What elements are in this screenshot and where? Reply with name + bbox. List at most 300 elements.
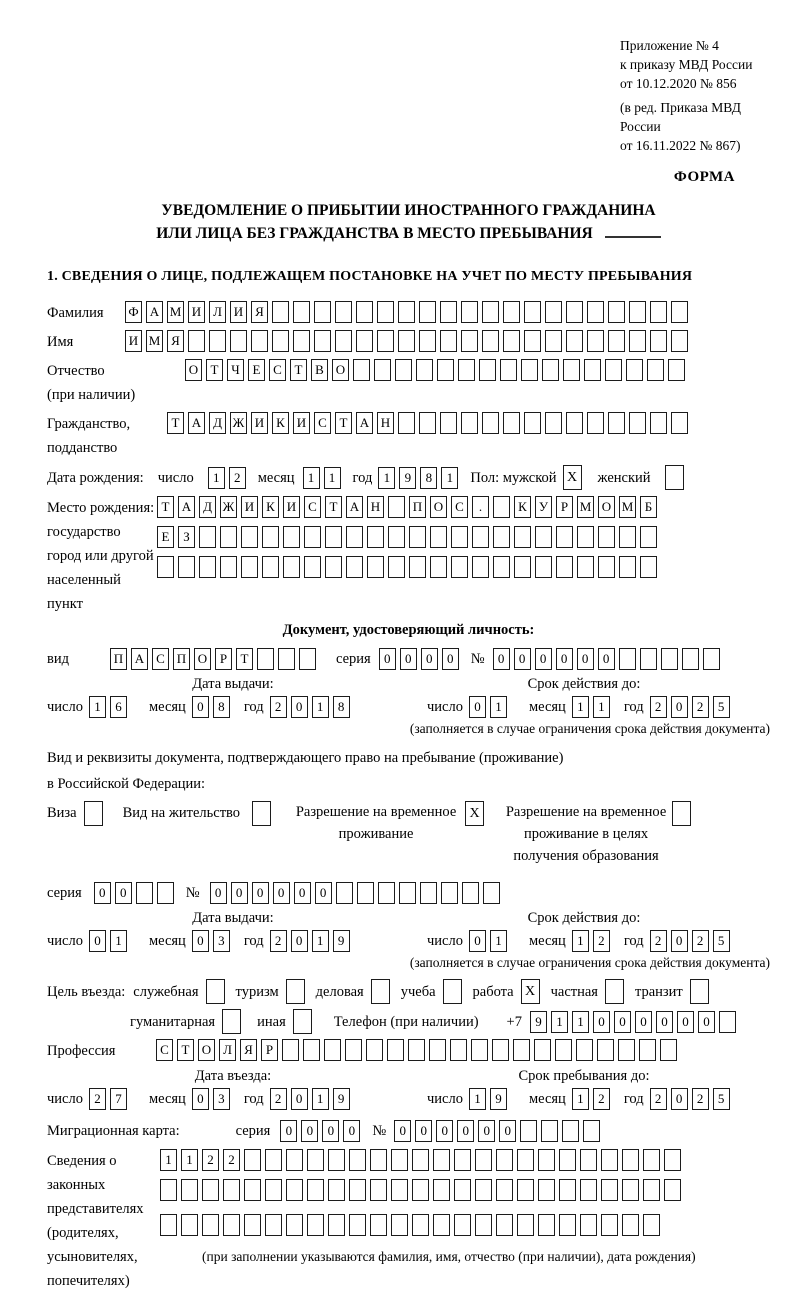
char-cell[interactable] bbox=[244, 1214, 261, 1236]
char-cell[interactable] bbox=[454, 1179, 471, 1201]
char-cell[interactable]: 1 bbox=[490, 696, 507, 718]
char-cell[interactable] bbox=[587, 330, 604, 352]
char-cell[interactable] bbox=[660, 1039, 677, 1061]
char-cell[interactable] bbox=[223, 1179, 240, 1201]
char-cell[interactable]: 0 bbox=[635, 1011, 652, 1033]
char-cell[interactable] bbox=[556, 556, 573, 578]
char-cell[interactable]: Л bbox=[219, 1039, 236, 1061]
char-cell[interactable]: О bbox=[332, 359, 349, 381]
purpose-official-checkbox[interactable] bbox=[206, 979, 225, 1004]
char-cell[interactable] bbox=[661, 648, 678, 670]
char-cell[interactable]: Е bbox=[157, 526, 174, 548]
char-cell[interactable]: Р bbox=[261, 1039, 278, 1061]
char-cell[interactable]: М bbox=[577, 496, 594, 518]
char-cell[interactable] bbox=[346, 526, 363, 548]
char-cell[interactable] bbox=[409, 556, 426, 578]
char-cell[interactable]: Е bbox=[248, 359, 265, 381]
char-cell[interactable] bbox=[517, 1214, 534, 1236]
char-cell[interactable]: Р bbox=[215, 648, 232, 670]
char-cell[interactable] bbox=[304, 526, 321, 548]
char-cell[interactable]: Н bbox=[377, 412, 394, 434]
char-cell[interactable] bbox=[566, 301, 583, 323]
char-cell[interactable] bbox=[643, 1179, 660, 1201]
char-cell[interactable] bbox=[367, 526, 384, 548]
char-cell[interactable]: 0 bbox=[210, 882, 227, 904]
char-cell[interactable] bbox=[398, 301, 415, 323]
char-cell[interactable] bbox=[265, 1179, 282, 1201]
char-cell[interactable] bbox=[157, 882, 174, 904]
char-cell[interactable] bbox=[160, 1179, 177, 1201]
char-cell[interactable] bbox=[647, 359, 664, 381]
char-cell[interactable]: 0 bbox=[291, 1088, 308, 1110]
char-cell[interactable] bbox=[286, 1179, 303, 1201]
char-cell[interactable] bbox=[601, 1149, 618, 1171]
char-cell[interactable] bbox=[535, 556, 552, 578]
char-cell[interactable] bbox=[181, 1179, 198, 1201]
char-cell[interactable] bbox=[419, 301, 436, 323]
char-cell[interactable] bbox=[293, 301, 310, 323]
char-cell[interactable] bbox=[387, 1039, 404, 1061]
char-cell[interactable] bbox=[619, 648, 636, 670]
char-cell[interactable] bbox=[629, 330, 646, 352]
char-cell[interactable]: П bbox=[173, 648, 190, 670]
char-cell[interactable] bbox=[430, 556, 447, 578]
char-cell[interactable] bbox=[471, 1039, 488, 1061]
char-cell[interactable] bbox=[671, 330, 688, 352]
char-cell[interactable]: И bbox=[293, 412, 310, 434]
char-cell[interactable]: 0 bbox=[294, 882, 311, 904]
char-cell[interactable]: Ж bbox=[220, 496, 237, 518]
char-cell[interactable]: 3 bbox=[213, 930, 230, 952]
temp-residence-checkbox[interactable]: X bbox=[465, 801, 484, 826]
char-cell[interactable]: 1 bbox=[160, 1149, 177, 1171]
char-cell[interactable] bbox=[719, 1011, 736, 1033]
char-cell[interactable]: 0 bbox=[677, 1011, 694, 1033]
char-cell[interactable]: 0 bbox=[291, 696, 308, 718]
char-cell[interactable] bbox=[668, 359, 685, 381]
char-cell[interactable] bbox=[545, 412, 562, 434]
char-cell[interactable] bbox=[650, 301, 667, 323]
char-cell[interactable] bbox=[619, 556, 636, 578]
char-cell[interactable]: 0 bbox=[469, 930, 486, 952]
char-cell[interactable]: 2 bbox=[692, 1088, 709, 1110]
char-cell[interactable]: 2 bbox=[593, 930, 610, 952]
char-cell[interactable] bbox=[450, 1039, 467, 1061]
char-cell[interactable]: 2 bbox=[650, 930, 667, 952]
char-cell[interactable]: 2 bbox=[650, 696, 667, 718]
char-cell[interactable]: 6 bbox=[110, 696, 127, 718]
char-cell[interactable] bbox=[451, 556, 468, 578]
char-cell[interactable] bbox=[618, 1039, 635, 1061]
char-cell[interactable] bbox=[262, 556, 279, 578]
char-cell[interactable]: 0 bbox=[442, 648, 459, 670]
purpose-other-checkbox[interactable] bbox=[293, 1009, 312, 1034]
female-checkbox[interactable] bbox=[665, 465, 684, 490]
char-cell[interactable]: Т bbox=[325, 496, 342, 518]
char-cell[interactable] bbox=[314, 301, 331, 323]
char-cell[interactable]: И bbox=[283, 496, 300, 518]
char-cell[interactable]: 0 bbox=[192, 930, 209, 952]
char-cell[interactable] bbox=[703, 648, 720, 670]
residence-permit-checkbox[interactable] bbox=[252, 801, 271, 826]
char-cell[interactable] bbox=[566, 330, 583, 352]
char-cell[interactable]: 0 bbox=[421, 648, 438, 670]
char-cell[interactable] bbox=[622, 1214, 639, 1236]
char-cell[interactable] bbox=[398, 330, 415, 352]
char-cell[interactable]: П bbox=[110, 648, 127, 670]
char-cell[interactable] bbox=[513, 1039, 530, 1061]
purpose-tourism-checkbox[interactable] bbox=[286, 979, 305, 1004]
char-cell[interactable] bbox=[472, 556, 489, 578]
char-cell[interactable]: 1 bbox=[312, 1088, 329, 1110]
char-cell[interactable] bbox=[304, 556, 321, 578]
char-cell[interactable]: 9 bbox=[333, 1088, 350, 1110]
char-cell[interactable] bbox=[451, 526, 468, 548]
char-cell[interactable]: 2 bbox=[202, 1149, 219, 1171]
char-cell[interactable]: Н bbox=[367, 496, 384, 518]
char-cell[interactable]: 0 bbox=[478, 1120, 495, 1142]
char-cell[interactable] bbox=[336, 882, 353, 904]
char-cell[interactable]: А bbox=[178, 496, 195, 518]
char-cell[interactable] bbox=[262, 526, 279, 548]
char-cell[interactable] bbox=[209, 330, 226, 352]
char-cell[interactable]: О bbox=[598, 496, 615, 518]
char-cell[interactable]: И bbox=[241, 496, 258, 518]
char-cell[interactable]: 0 bbox=[415, 1120, 432, 1142]
char-cell[interactable]: Б bbox=[640, 496, 657, 518]
char-cell[interactable]: 3 bbox=[213, 1088, 230, 1110]
char-cell[interactable] bbox=[639, 1039, 656, 1061]
char-cell[interactable] bbox=[286, 1214, 303, 1236]
char-cell[interactable]: 0 bbox=[192, 696, 209, 718]
char-cell[interactable] bbox=[307, 1179, 324, 1201]
char-cell[interactable]: 1 bbox=[572, 696, 589, 718]
char-cell[interactable] bbox=[577, 526, 594, 548]
char-cell[interactable]: Я bbox=[251, 301, 268, 323]
char-cell[interactable]: М bbox=[167, 301, 184, 323]
char-cell[interactable] bbox=[598, 526, 615, 548]
char-cell[interactable] bbox=[419, 412, 436, 434]
char-cell[interactable]: 0 bbox=[379, 648, 396, 670]
char-cell[interactable] bbox=[324, 1039, 341, 1061]
char-cell[interactable] bbox=[299, 648, 316, 670]
char-cell[interactable] bbox=[433, 1149, 450, 1171]
char-cell[interactable] bbox=[671, 412, 688, 434]
char-cell[interactable] bbox=[353, 359, 370, 381]
char-cell[interactable]: С bbox=[304, 496, 321, 518]
char-cell[interactable] bbox=[682, 648, 699, 670]
char-cell[interactable] bbox=[556, 526, 573, 548]
char-cell[interactable] bbox=[643, 1214, 660, 1236]
char-cell[interactable] bbox=[391, 1214, 408, 1236]
char-cell[interactable]: 0 bbox=[671, 696, 688, 718]
char-cell[interactable] bbox=[577, 556, 594, 578]
char-cell[interactable]: 0 bbox=[671, 1088, 688, 1110]
char-cell[interactable]: 0 bbox=[291, 930, 308, 952]
purpose-transit-checkbox[interactable] bbox=[690, 979, 709, 1004]
char-cell[interactable]: К bbox=[262, 496, 279, 518]
char-cell[interactable] bbox=[479, 359, 496, 381]
char-cell[interactable] bbox=[395, 359, 412, 381]
char-cell[interactable]: 7 bbox=[110, 1088, 127, 1110]
char-cell[interactable]: С bbox=[314, 412, 331, 434]
char-cell[interactable]: П bbox=[409, 496, 426, 518]
char-cell[interactable] bbox=[664, 1149, 681, 1171]
char-cell[interactable]: И bbox=[251, 412, 268, 434]
char-cell[interactable] bbox=[640, 526, 657, 548]
char-cell[interactable] bbox=[335, 330, 352, 352]
char-cell[interactable] bbox=[370, 1149, 387, 1171]
char-cell[interactable]: 1 bbox=[312, 930, 329, 952]
char-cell[interactable]: 5 bbox=[713, 1088, 730, 1110]
char-cell[interactable]: В bbox=[311, 359, 328, 381]
char-cell[interactable]: 1 bbox=[303, 467, 320, 489]
char-cell[interactable] bbox=[241, 556, 258, 578]
char-cell[interactable] bbox=[272, 330, 289, 352]
char-cell[interactable]: 0 bbox=[514, 648, 531, 670]
char-cell[interactable]: 1 bbox=[572, 930, 589, 952]
char-cell[interactable]: 1 bbox=[208, 467, 225, 489]
char-cell[interactable] bbox=[220, 526, 237, 548]
char-cell[interactable]: З bbox=[178, 526, 195, 548]
char-cell[interactable] bbox=[598, 556, 615, 578]
char-cell[interactable] bbox=[433, 1214, 450, 1236]
char-cell[interactable]: 0 bbox=[656, 1011, 673, 1033]
char-cell[interactable] bbox=[374, 359, 391, 381]
char-cell[interactable] bbox=[356, 301, 373, 323]
char-cell[interactable] bbox=[482, 301, 499, 323]
char-cell[interactable] bbox=[555, 1039, 572, 1061]
char-cell[interactable]: А bbox=[346, 496, 363, 518]
char-cell[interactable] bbox=[346, 556, 363, 578]
char-cell[interactable]: 1 bbox=[89, 696, 106, 718]
char-cell[interactable] bbox=[366, 1039, 383, 1061]
char-cell[interactable] bbox=[587, 301, 604, 323]
char-cell[interactable] bbox=[440, 330, 457, 352]
char-cell[interactable]: Ф bbox=[125, 301, 142, 323]
char-cell[interactable] bbox=[429, 1039, 446, 1061]
char-cell[interactable]: Т bbox=[290, 359, 307, 381]
char-cell[interactable]: 0 bbox=[273, 882, 290, 904]
char-cell[interactable] bbox=[433, 1179, 450, 1201]
char-cell[interactable]: 1 bbox=[593, 696, 610, 718]
char-cell[interactable]: Я bbox=[240, 1039, 257, 1061]
char-cell[interactable] bbox=[328, 1214, 345, 1236]
char-cell[interactable]: Ж bbox=[230, 412, 247, 434]
purpose-business-checkbox[interactable] bbox=[371, 979, 390, 1004]
char-cell[interactable]: 9 bbox=[399, 467, 416, 489]
char-cell[interactable] bbox=[538, 1179, 555, 1201]
char-cell[interactable] bbox=[391, 1179, 408, 1201]
char-cell[interactable] bbox=[587, 412, 604, 434]
char-cell[interactable]: С bbox=[451, 496, 468, 518]
char-cell[interactable] bbox=[514, 556, 531, 578]
char-cell[interactable] bbox=[521, 359, 538, 381]
char-cell[interactable] bbox=[314, 330, 331, 352]
char-cell[interactable]: 0 bbox=[493, 648, 510, 670]
char-cell[interactable] bbox=[349, 1179, 366, 1201]
char-cell[interactable] bbox=[503, 301, 520, 323]
char-cell[interactable]: 0 bbox=[394, 1120, 411, 1142]
char-cell[interactable]: К bbox=[514, 496, 531, 518]
char-cell[interactable] bbox=[345, 1039, 362, 1061]
char-cell[interactable]: 2 bbox=[223, 1149, 240, 1171]
char-cell[interactable]: Т bbox=[157, 496, 174, 518]
char-cell[interactable] bbox=[535, 526, 552, 548]
char-cell[interactable] bbox=[542, 359, 559, 381]
char-cell[interactable]: 0 bbox=[598, 648, 615, 670]
char-cell[interactable] bbox=[545, 330, 562, 352]
char-cell[interactable] bbox=[307, 1149, 324, 1171]
char-cell[interactable]: Д bbox=[199, 496, 216, 518]
char-cell[interactable]: И bbox=[188, 301, 205, 323]
char-cell[interactable] bbox=[325, 526, 342, 548]
char-cell[interactable] bbox=[503, 412, 520, 434]
char-cell[interactable] bbox=[559, 1149, 576, 1171]
char-cell[interactable] bbox=[412, 1179, 429, 1201]
char-cell[interactable]: 0 bbox=[436, 1120, 453, 1142]
char-cell[interactable]: 2 bbox=[692, 696, 709, 718]
char-cell[interactable] bbox=[412, 1214, 429, 1236]
char-cell[interactable] bbox=[608, 301, 625, 323]
char-cell[interactable]: Л bbox=[209, 301, 226, 323]
char-cell[interactable]: Я bbox=[167, 330, 184, 352]
char-cell[interactable]: И bbox=[230, 301, 247, 323]
char-cell[interactable]: 0 bbox=[94, 882, 111, 904]
temp-residence-education-checkbox[interactable] bbox=[672, 801, 691, 826]
char-cell[interactable] bbox=[251, 330, 268, 352]
char-cell[interactable]: А bbox=[188, 412, 205, 434]
char-cell[interactable] bbox=[605, 359, 622, 381]
char-cell[interactable]: 2 bbox=[650, 1088, 667, 1110]
char-cell[interactable]: 0 bbox=[192, 1088, 209, 1110]
char-cell[interactable]: 0 bbox=[231, 882, 248, 904]
char-cell[interactable] bbox=[188, 330, 205, 352]
char-cell[interactable] bbox=[650, 412, 667, 434]
char-cell[interactable] bbox=[472, 526, 489, 548]
char-cell[interactable]: 9 bbox=[490, 1088, 507, 1110]
char-cell[interactable]: 0 bbox=[499, 1120, 516, 1142]
char-cell[interactable]: 0 bbox=[252, 882, 269, 904]
char-cell[interactable] bbox=[626, 359, 643, 381]
char-cell[interactable] bbox=[545, 301, 562, 323]
char-cell[interactable] bbox=[517, 1179, 534, 1201]
char-cell[interactable] bbox=[220, 556, 237, 578]
char-cell[interactable] bbox=[517, 1149, 534, 1171]
char-cell[interactable] bbox=[223, 1214, 240, 1236]
char-cell[interactable]: С bbox=[152, 648, 169, 670]
char-cell[interactable] bbox=[136, 882, 153, 904]
char-cell[interactable] bbox=[629, 301, 646, 323]
char-cell[interactable] bbox=[388, 496, 405, 518]
char-cell[interactable] bbox=[643, 1149, 660, 1171]
purpose-study-checkbox[interactable] bbox=[443, 979, 462, 1004]
char-cell[interactable]: О bbox=[194, 648, 211, 670]
char-cell[interactable] bbox=[377, 330, 394, 352]
char-cell[interactable] bbox=[608, 330, 625, 352]
char-cell[interactable] bbox=[440, 301, 457, 323]
char-cell[interactable] bbox=[576, 1039, 593, 1061]
char-cell[interactable]: . bbox=[472, 496, 489, 518]
char-cell[interactable] bbox=[601, 1214, 618, 1236]
char-cell[interactable] bbox=[440, 412, 457, 434]
char-cell[interactable] bbox=[483, 882, 500, 904]
char-cell[interactable] bbox=[566, 412, 583, 434]
char-cell[interactable] bbox=[399, 882, 416, 904]
char-cell[interactable] bbox=[640, 648, 657, 670]
char-cell[interactable]: 0 bbox=[593, 1011, 610, 1033]
char-cell[interactable]: 2 bbox=[229, 467, 246, 489]
char-cell[interactable] bbox=[230, 330, 247, 352]
char-cell[interactable] bbox=[335, 301, 352, 323]
char-cell[interactable] bbox=[482, 330, 499, 352]
char-cell[interactable]: 2 bbox=[270, 1088, 287, 1110]
char-cell[interactable] bbox=[671, 301, 688, 323]
char-cell[interactable] bbox=[496, 1179, 513, 1201]
char-cell[interactable] bbox=[583, 1120, 600, 1142]
char-cell[interactable] bbox=[160, 1214, 177, 1236]
char-cell[interactable] bbox=[597, 1039, 614, 1061]
char-cell[interactable]: О bbox=[198, 1039, 215, 1061]
char-cell[interactable] bbox=[370, 1179, 387, 1201]
char-cell[interactable]: 2 bbox=[270, 696, 287, 718]
char-cell[interactable] bbox=[475, 1149, 492, 1171]
char-cell[interactable] bbox=[493, 526, 510, 548]
char-cell[interactable] bbox=[475, 1179, 492, 1201]
char-cell[interactable] bbox=[493, 496, 510, 518]
char-cell[interactable] bbox=[482, 412, 499, 434]
char-cell[interactable]: Р bbox=[556, 496, 573, 518]
char-cell[interactable]: Т bbox=[206, 359, 223, 381]
char-cell[interactable]: Т bbox=[236, 648, 253, 670]
char-cell[interactable] bbox=[524, 330, 541, 352]
char-cell[interactable]: А bbox=[146, 301, 163, 323]
char-cell[interactable]: 1 bbox=[572, 1088, 589, 1110]
char-cell[interactable] bbox=[503, 330, 520, 352]
char-cell[interactable] bbox=[524, 301, 541, 323]
char-cell[interactable]: 1 bbox=[441, 467, 458, 489]
char-cell[interactable] bbox=[500, 359, 517, 381]
char-cell[interactable]: С bbox=[156, 1039, 173, 1061]
char-cell[interactable] bbox=[541, 1120, 558, 1142]
char-cell[interactable]: 2 bbox=[692, 930, 709, 952]
char-cell[interactable] bbox=[178, 556, 195, 578]
char-cell[interactable]: 9 bbox=[333, 930, 350, 952]
char-cell[interactable]: У bbox=[535, 496, 552, 518]
char-cell[interactable] bbox=[307, 1214, 324, 1236]
char-cell[interactable] bbox=[272, 301, 289, 323]
char-cell[interactable] bbox=[349, 1149, 366, 1171]
char-cell[interactable]: 0 bbox=[614, 1011, 631, 1033]
char-cell[interactable] bbox=[157, 556, 174, 578]
char-cell[interactable] bbox=[520, 1120, 537, 1142]
char-cell[interactable]: 0 bbox=[322, 1120, 339, 1142]
char-cell[interactable] bbox=[202, 1179, 219, 1201]
purpose-private-checkbox[interactable] bbox=[605, 979, 624, 1004]
char-cell[interactable] bbox=[454, 1149, 471, 1171]
char-cell[interactable] bbox=[559, 1214, 576, 1236]
char-cell[interactable] bbox=[524, 412, 541, 434]
char-cell[interactable] bbox=[356, 330, 373, 352]
char-cell[interactable] bbox=[388, 526, 405, 548]
char-cell[interactable] bbox=[412, 1149, 429, 1171]
char-cell[interactable]: 0 bbox=[89, 930, 106, 952]
char-cell[interactable]: 1 bbox=[572, 1011, 589, 1033]
char-cell[interactable] bbox=[328, 1179, 345, 1201]
char-cell[interactable] bbox=[430, 526, 447, 548]
char-cell[interactable]: 0 bbox=[671, 930, 688, 952]
char-cell[interactable] bbox=[349, 1214, 366, 1236]
